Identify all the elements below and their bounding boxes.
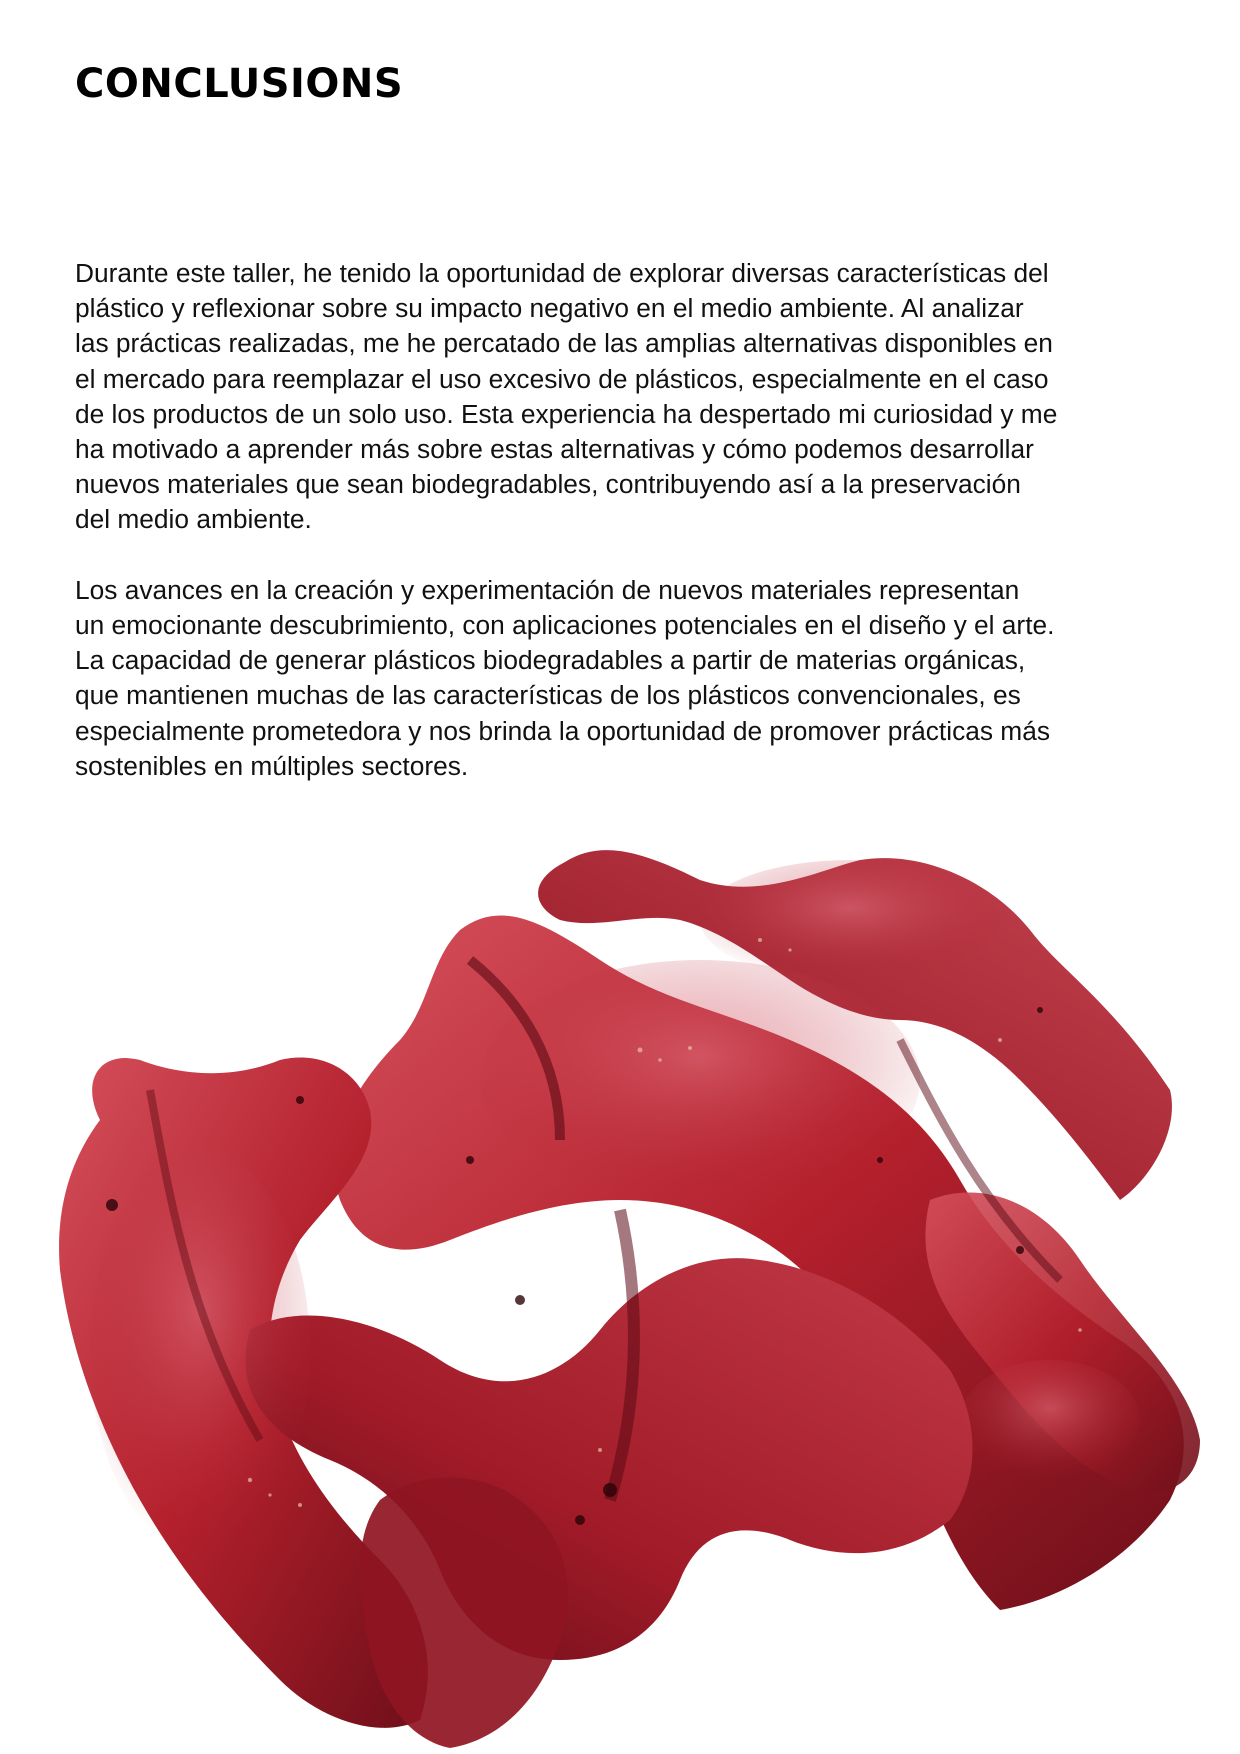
text-line: de los productos de un solo uso. Esta experiencia ha despertado mi curiosidad y me [75,398,1058,429]
paragraph-2 [75,573,1175,784]
page-title: CONCLUSIONS [75,61,404,107]
text-line: nuevos materiales que sean biodegradables, contribuyendo así a la preservación [75,469,1021,500]
text-line: Durante este taller, he tenido la oportunidad de explorar diversas características del [75,258,1049,288]
text-line: las prácticas realizadas, me he percatado de las amplias alternativas disponibles en [75,328,1053,359]
sheen-highlight [960,1360,1140,1480]
text-line: que mantienen muchas de las características de los plásticos convencionales, es [75,680,1021,711]
sheen-highlight [700,860,1000,980]
text-line: Los avances en la creación y experimentación de nuevos materiales representan [75,574,1020,605]
conclusions-body [75,256,1175,784]
text-line: especialmente prometedora y nos brinda la oportunidad de promover prácticas más [75,715,1050,746]
text-line: un emocionante descubrimiento, con aplicaciones potenciales en el diseño y el arte. [75,610,1055,641]
bioplastic-sample-photo [0,820,1240,1754]
text-line: ha motivado a aprender más sobre estas alternativas y cómo podemos desarrollar [75,434,1034,465]
sheen-highlight [90,1150,310,1550]
text-line: sostenibles en múltiples sectores. [75,750,469,781]
text-line: plástico y reflexionar sobre su impacto negativo en el medio ambiente. Al analizar [75,293,1024,324]
sheen-highlight [480,960,920,1200]
text-line: el mercado para reemplazar el uso excesivo de plásticos, especialmente en el caso [75,363,1049,394]
text-line: La capacidad de generar plásticos biodegradables a partir de materias orgánicas, [75,645,1026,676]
paragraph-1 [75,256,1175,538]
text-line: del medio ambiente. [75,504,312,535]
